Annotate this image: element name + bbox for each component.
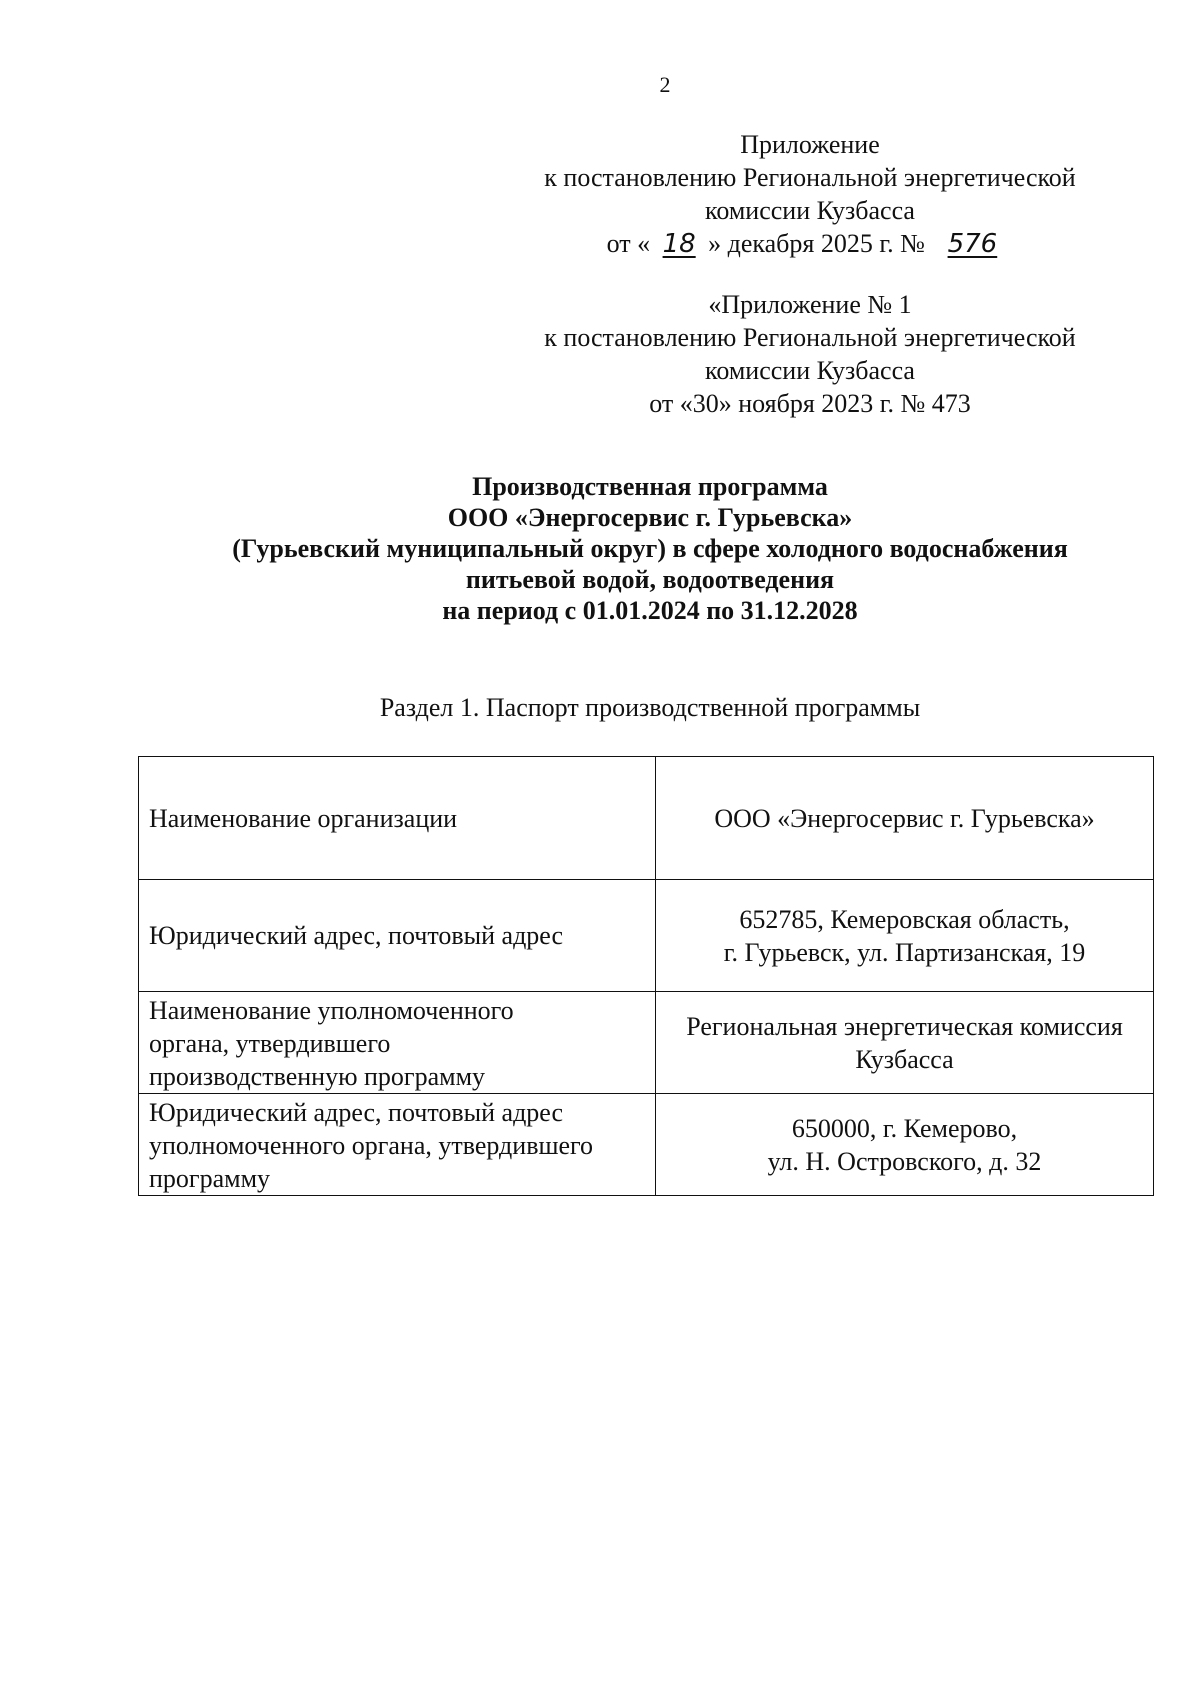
- annex-title: Приложение: [740, 130, 880, 159]
- table-value-cell: [656, 880, 1154, 992]
- annex-date-line: [520, 227, 1100, 261]
- cell-line: уполномоченного органа, утвердившего: [149, 1131, 594, 1160]
- table-label-cell: [139, 757, 656, 880]
- table-value-cell: [656, 757, 1154, 880]
- document-title: [140, 471, 1160, 626]
- table-label-cell: [139, 880, 656, 992]
- title-line-5: на период с 01.01.2024 по 31.12.2028: [442, 596, 858, 625]
- cell-line: Юридический адрес, почтовый адрес: [149, 1098, 564, 1127]
- cell-line: Кузбасса: [855, 1044, 954, 1074]
- annex-original-commission-line: комиссии Кузбасса: [705, 356, 915, 385]
- cell-line: Региональная энергетическая комиссия: [686, 1011, 1123, 1041]
- cell-line: ул. Н. Островского, д. 32: [767, 1146, 1042, 1176]
- cell-line: программу: [149, 1164, 271, 1193]
- table-value-cell: [656, 1094, 1154, 1196]
- cell-line: органа, утвердившего: [149, 1029, 391, 1058]
- handwritten-day: 18: [662, 229, 696, 259]
- table-row: [139, 1094, 1154, 1196]
- title-line-2: ООО «Энергосервис г. Гурьевска»: [447, 503, 853, 532]
- annex-original-title: «Приложение № 1: [708, 290, 912, 319]
- table-row: [139, 757, 1154, 880]
- cell-line: Наименование уполномоченного: [149, 996, 514, 1025]
- table-value-cell: [656, 992, 1154, 1094]
- title-line-3: (Гурьевский муниципальный округ) в сфере холодного водоснабжения: [232, 534, 1068, 563]
- table-row: [139, 992, 1154, 1094]
- page-number: 2: [659, 72, 671, 97]
- cell-line: ООО «Энергосервис г. Гурьевска»: [714, 803, 1095, 833]
- annex-date-prefix: от «: [606, 229, 651, 258]
- cell-line: Наименование организации: [149, 803, 458, 833]
- cell-line: производственную программу: [149, 1062, 486, 1091]
- annex-resolution-line: к постановлению Региональной энергетической: [544, 163, 1076, 192]
- table-row: [139, 880, 1154, 992]
- handwritten-number: 576: [947, 229, 998, 259]
- table-label-cell: [139, 992, 656, 1094]
- table-label-cell: [139, 1094, 656, 1196]
- cell-line: 652785, Кемеровская область,: [739, 904, 1070, 934]
- cell-line: г. Гурьевск, ул. Партизанская, 19: [723, 937, 1086, 967]
- title-line-1: Производственная программа: [472, 472, 828, 501]
- section-heading: Раздел 1. Паспорт производственной программы: [379, 693, 921, 722]
- cell-line: 650000, г. Кемерово,: [791, 1113, 1018, 1143]
- annex-date-middle: » декабря 2025 г. №: [708, 229, 925, 258]
- title-line-4: питьевой водой, водоотведения: [465, 565, 835, 594]
- annex-commission-line: комиссии Кузбасса: [705, 196, 915, 225]
- annex-original-resolution-line: к постановлению Региональной энергетической: [544, 323, 1076, 352]
- passport-table: [138, 756, 1154, 1196]
- annex-original-date-line: от «30» ноября 2023 г. № 473: [649, 389, 971, 418]
- annex-header-current: [520, 128, 1100, 261]
- cell-line: Юридический адрес, почтовый адрес: [149, 921, 564, 950]
- annex-header-original: [520, 288, 1100, 420]
